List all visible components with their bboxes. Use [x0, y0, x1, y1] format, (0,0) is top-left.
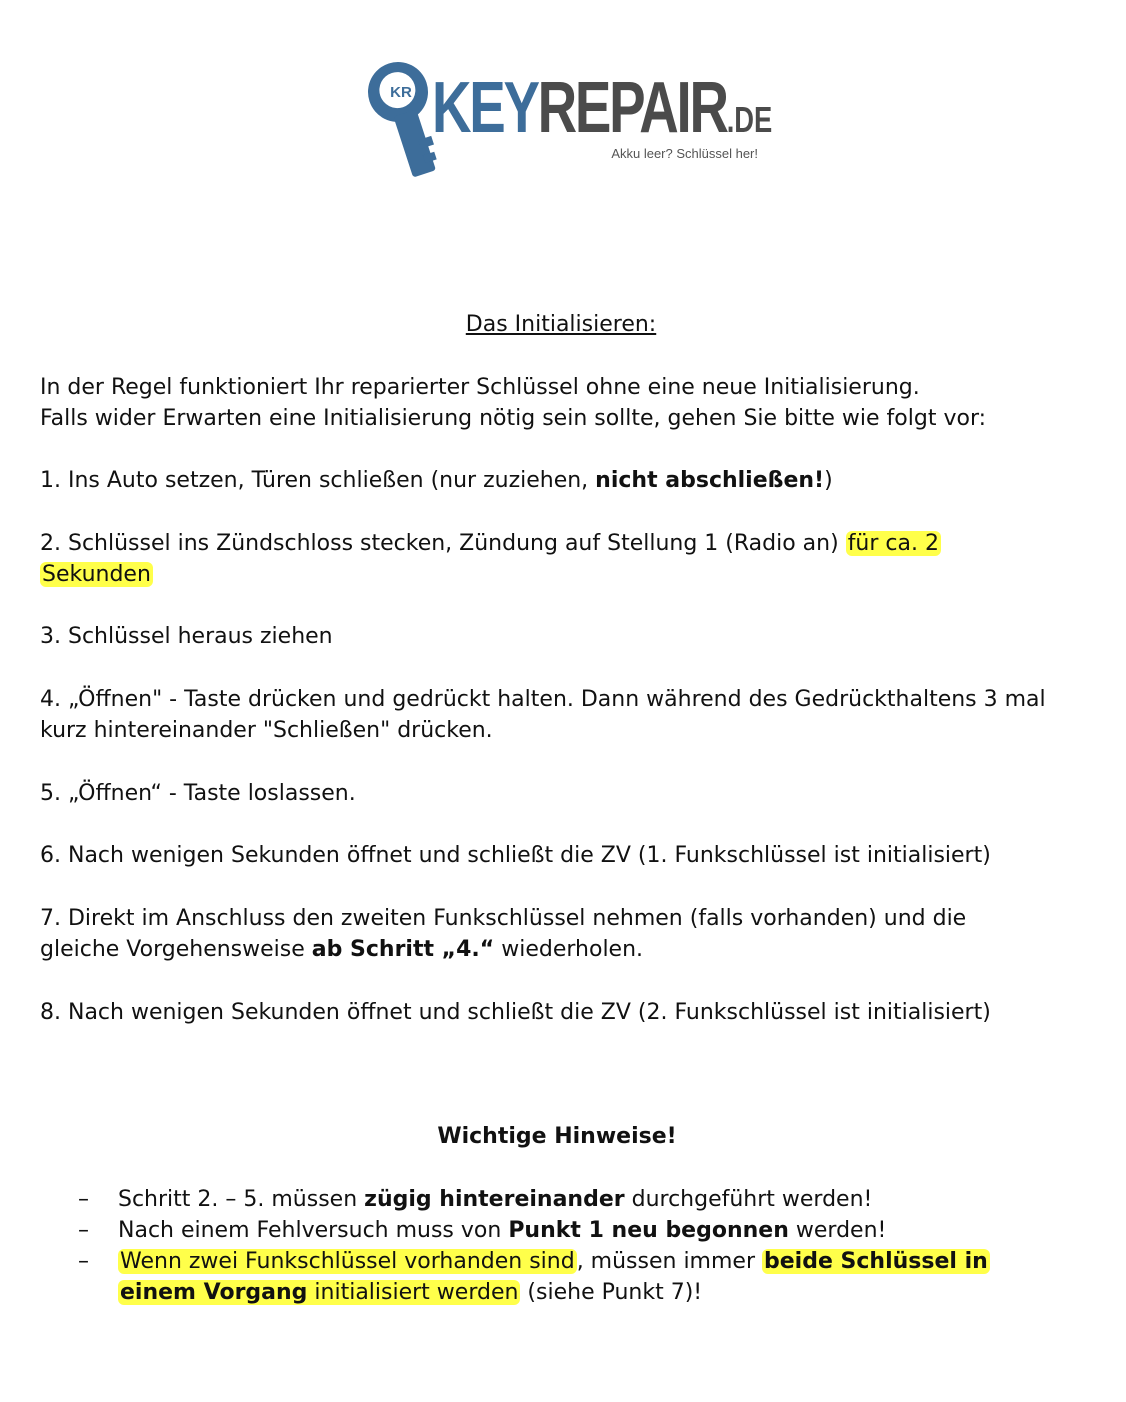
intro-line-1: In der Regel funktioniert Ihr reparierter Schlüssel ohne eine neue Initialisierung.	[40, 375, 920, 400]
hint-item: – Wenn zwei Funkschlüssel vorhanden sind, müssen immer beide Schlüssel in einem Vorgang initialisiert werden (siehe Punkt 7)!	[78, 1246, 1058, 1308]
hint-3-highlight-a: Wenn zwei Funkschlüssel vorhanden sind	[120, 1249, 575, 1274]
intro-paragraph	[40, 372, 1080, 434]
step-3: 3. Schlüssel heraus ziehen	[40, 624, 333, 649]
step-6: 6. Nach wenigen Sekunden öffnet und schließt die ZV (1. Funkschlüssel ist initialisiert)	[40, 843, 991, 868]
step-2-highlight-a: für ca. 2	[847, 531, 939, 556]
step-1: 1. Ins Auto setzen, Türen schließen (nur zuziehen, nicht abschließen!)	[40, 468, 833, 493]
step-4: 4. „Öffnen" - Taste drücken und gedrückt halten. Dann während des Gedrückthaltens 3 mal kurz hintereinander "Schließen" drücken.	[40, 687, 1046, 743]
logo-domain: .DE	[726, 99, 773, 140]
step-2-highlight-b: Sekunden	[42, 562, 151, 587]
hint-item: – Schritt 2. – 5. müssen zügig hintereinander durchgeführt werden!	[78, 1184, 1058, 1215]
step-8: 8. Nach wenigen Sekunden öffnet und schließt die ZV (2. Funkschlüssel ist initialisiert)	[40, 1000, 991, 1025]
logo-badge: KR	[390, 84, 412, 101]
logo-key: KEY	[432, 68, 538, 148]
intro-line-2: Falls wider Erwarten eine Initialisierung nötig sein sollte, gehen Sie bitte wie folgt vor:	[40, 406, 987, 431]
hint-3-highlight-c: einem Vorgang initialisiert werden	[120, 1280, 519, 1305]
hint-3-highlight-b: beide Schlüssel in	[764, 1249, 988, 1274]
logo-repair: REPAIR	[537, 68, 727, 148]
hints-list	[78, 1184, 1058, 1308]
logo-wordmark	[432, 68, 773, 156]
bullet-dash: –	[78, 1218, 89, 1243]
hints-heading: Wichtige Hinweise!	[437, 1124, 677, 1149]
step-5: 5. „Öffnen“ - Taste loslassen.	[40, 781, 356, 806]
step-2: 2. Schlüssel ins Zündschloss stecken, Zündung auf Stellung 1 (Radio an) für ca. 2 Sekunden	[40, 531, 939, 587]
step-7: 7. Direkt im Anschluss den zweiten Funkschlüssel nehmen (falls vorhanden) und die gleiche Vorgehensweise ab Schritt „4.“ wiederholen.	[40, 906, 967, 962]
page-title: Das Initialisieren:	[465, 312, 657, 337]
step-1-bold: nicht abschließen!	[595, 468, 825, 493]
bullet-dash: –	[78, 1187, 89, 1212]
bullet-dash: –	[78, 1249, 89, 1274]
keyrepair-logo	[364, 52, 773, 187]
logo-tagline: Akku leer? Schlüssel her!	[611, 146, 758, 161]
step-7-bold: ab Schritt „4.“	[311, 937, 495, 962]
hint-item: – Nach einem Fehlversuch muss von Punkt 1 neu begonnen werden!	[78, 1215, 1058, 1246]
